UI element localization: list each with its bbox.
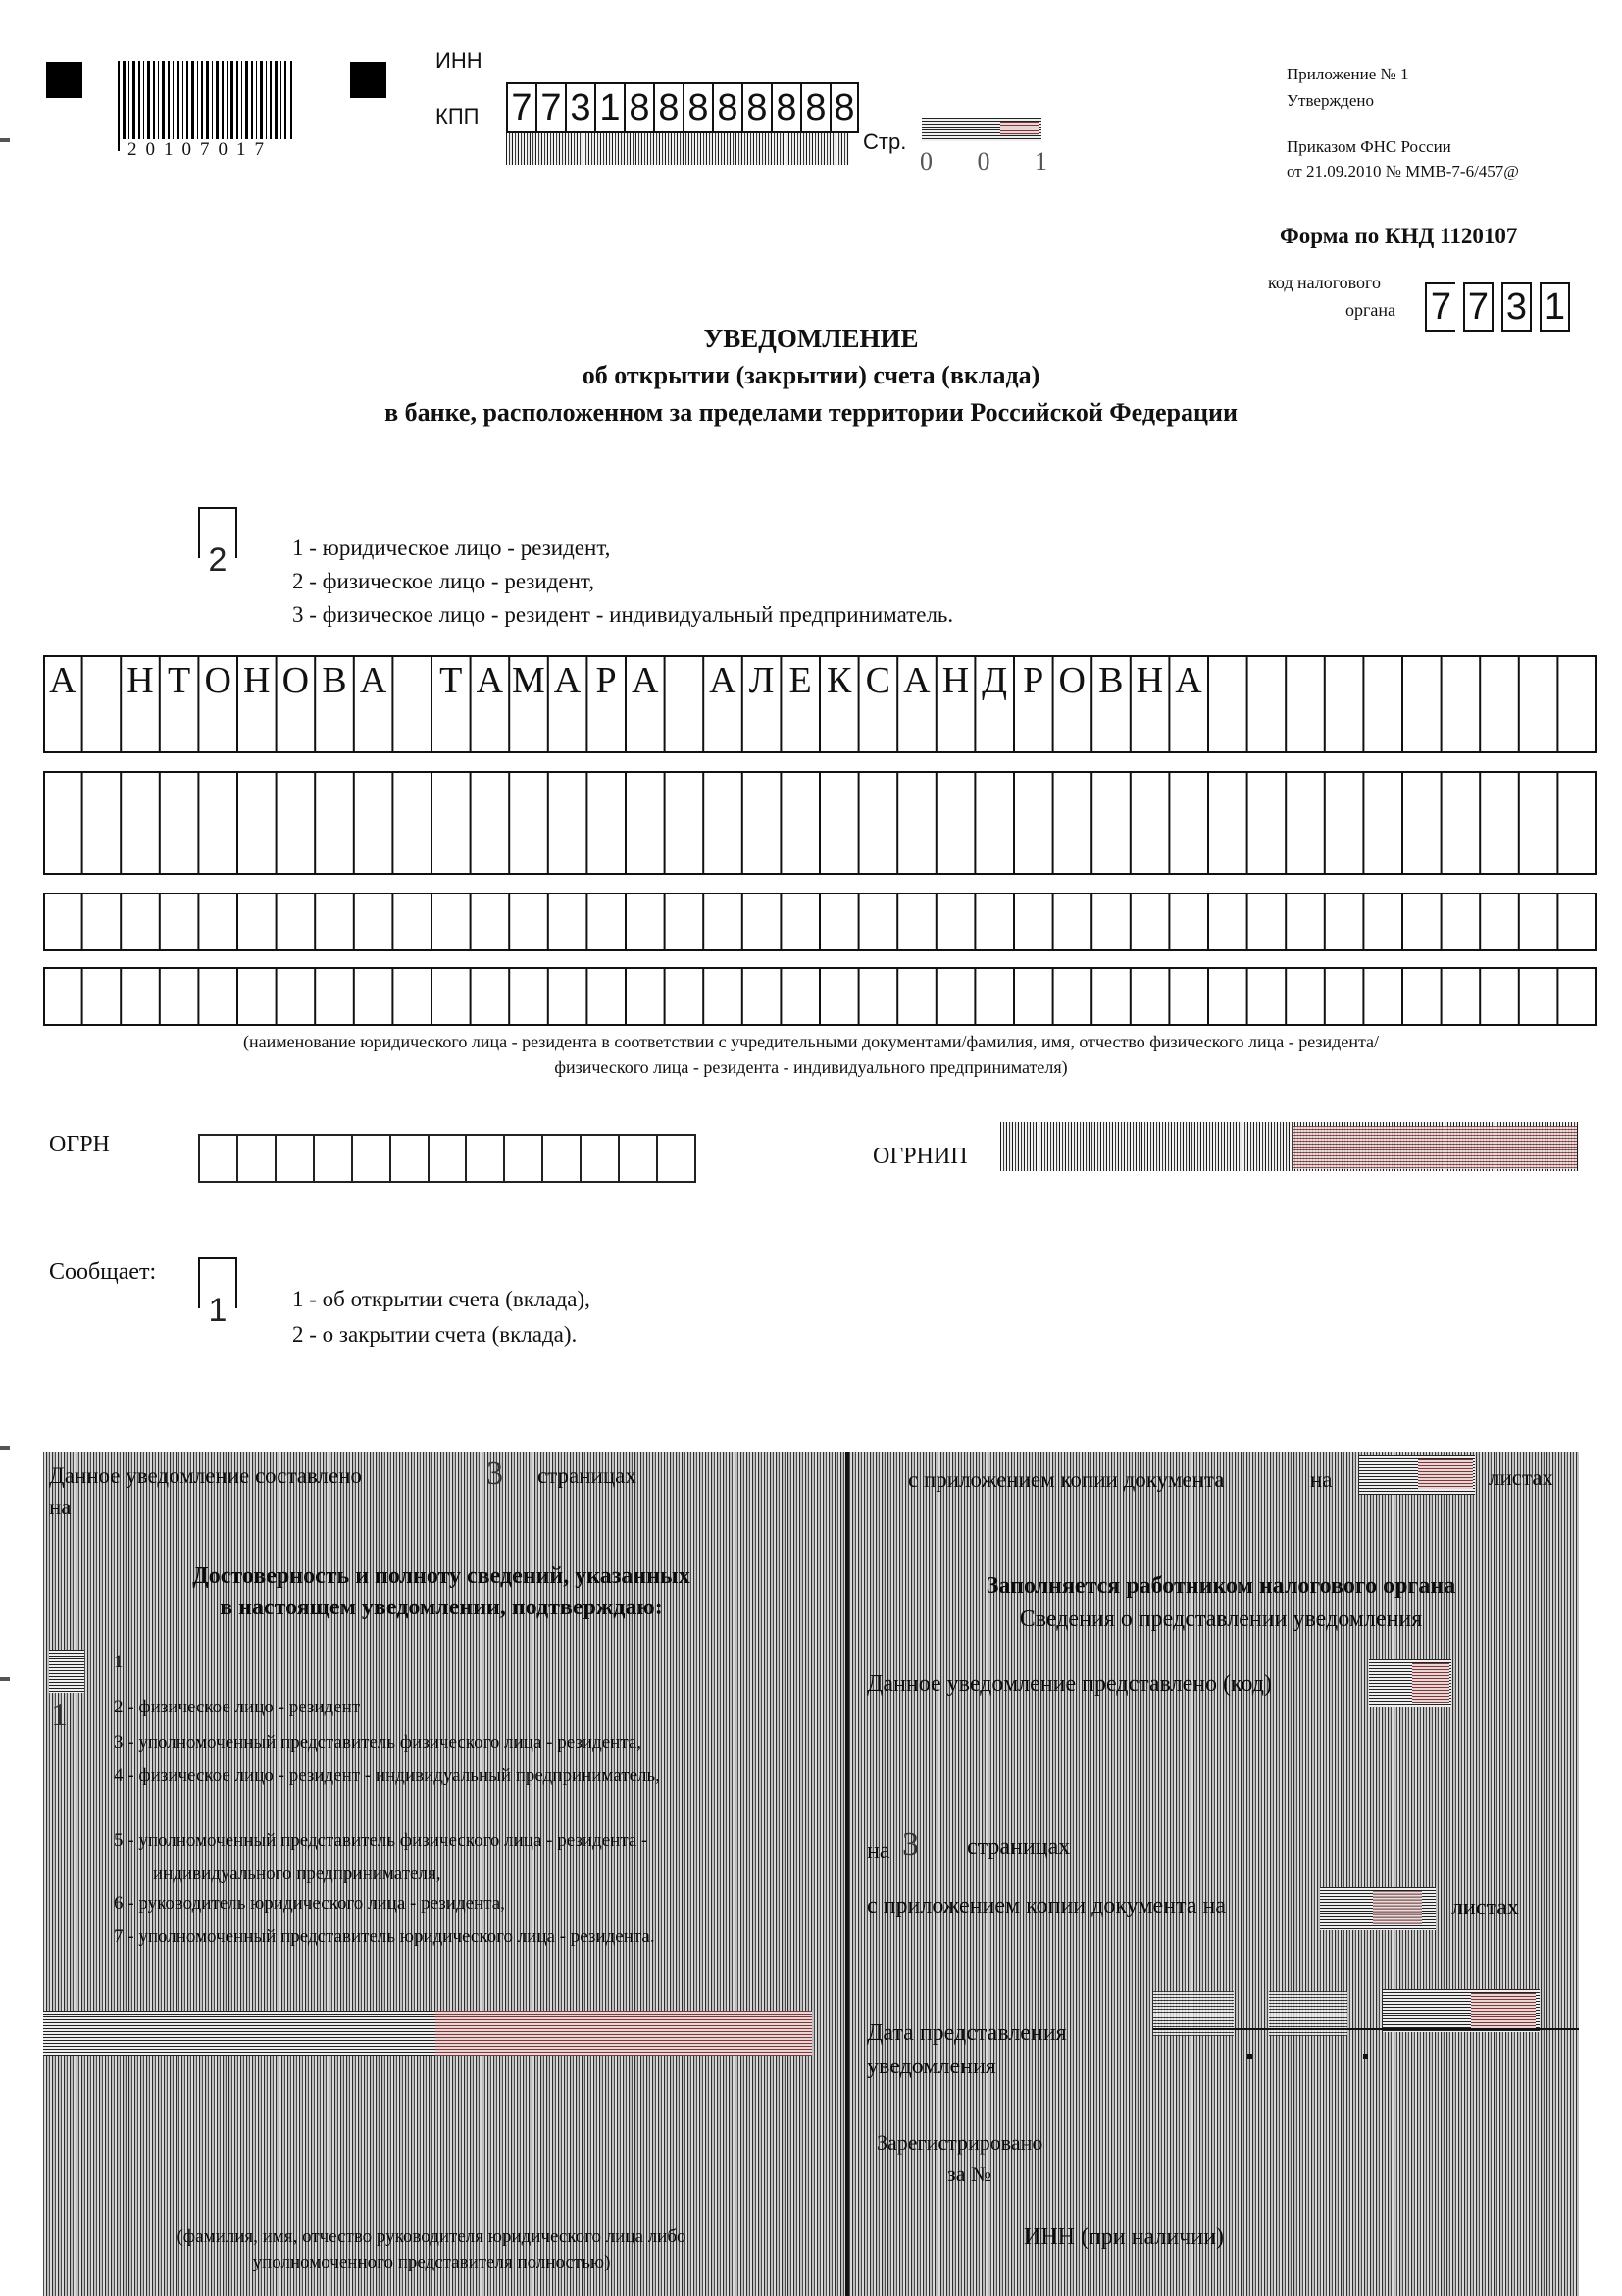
corner-marker-right <box>350 62 386 98</box>
signer-opt3: 3 - уполномоченный представитель физического лица - резидента, <box>114 1732 642 1753</box>
page-digit: 1 <box>1035 147 1047 176</box>
inn-cell: 3 <box>565 82 594 133</box>
edge-tick <box>0 1677 10 1681</box>
tax-sub: Сведения о представлении уведомления <box>1019 1607 1423 1632</box>
name-letter-cell: А <box>631 660 659 701</box>
name-letter-cell: Т <box>167 660 191 701</box>
ogrn-cell <box>198 1134 236 1183</box>
name-rows-grid <box>43 655 1597 1028</box>
name-caption-2: физического лица - резидента - индивидуального предпринимателя) <box>554 1057 1068 1077</box>
signer-opt2: 2 - физическое лицо - резидент <box>114 1697 361 1717</box>
on-suffix: страницах <box>967 1834 1071 1860</box>
fio-caption-1: (фамилия, имя, отчество руководителя юридического лица либо <box>177 2226 686 2247</box>
ogrn-cell <box>618 1134 656 1183</box>
ogrn-cell <box>275 1134 313 1183</box>
date-label-1: Дата представления <box>867 2020 1067 2046</box>
inn-cell: 8 <box>771 82 800 133</box>
pages-prefix-na: на <box>49 1495 72 1519</box>
signer-opt5b: индивидуального предпринимателя, <box>153 1863 441 1884</box>
appendix-line1: Приложение № 1 <box>1287 65 1409 83</box>
name-letter-cell: Н <box>1136 660 1164 701</box>
date-dot-2 <box>1363 2054 1368 2059</box>
ogrn-cell <box>656 1134 696 1183</box>
kpp-label: КПП <box>435 104 480 128</box>
page-digit: 0 <box>920 147 933 176</box>
name-letter-cell: М <box>512 660 545 701</box>
registered-2: за № <box>947 2162 991 2186</box>
tax-code-cell: 7 <box>1463 282 1494 332</box>
fio-caption-2: уполномоченного представителя полностью) <box>252 2252 611 2272</box>
inn-cell: 8 <box>800 82 830 133</box>
date-year-field-mark <box>1471 1993 1536 2028</box>
ogrn-cell <box>313 1134 351 1183</box>
name-letter-cell: В <box>322 660 347 701</box>
name-letter-cell: Е <box>788 660 812 701</box>
reports-label: Сообщает: <box>49 1259 157 1285</box>
name-letter-cell: Н <box>941 660 970 701</box>
ogrn-field[interactable] <box>198 1134 696 1183</box>
signer-opt4: 4 - физическое лицо - резидент - индивидуальный предприниматель, <box>114 1765 660 1786</box>
person-type-box[interactable] <box>198 507 237 579</box>
title-line1: УВЕДОМЛЕНИЕ <box>703 324 919 353</box>
signer-name-field[interactable] <box>43 2011 435 2056</box>
name-letter-cell: Р <box>1023 660 1044 701</box>
person-type-opt3: 3 - физическое лицо - резидент - индивидуальный предприниматель. <box>292 602 954 627</box>
on-label: на <box>867 1838 890 1863</box>
confirm-line1: Достоверность и полноту сведений, указанных <box>192 1563 690 1589</box>
name-letter-cell: О <box>281 660 310 701</box>
copy2-suffix: листах <box>1451 1895 1519 1920</box>
section-divider <box>845 1452 849 2296</box>
name-letter-cell: Л <box>748 660 775 701</box>
tax-code-cell: 7 <box>1425 282 1455 332</box>
inn-cell: 7 <box>506 82 535 133</box>
copy-sheets-field-mark <box>1418 1459 1473 1489</box>
appendix-line2: Утверждено <box>1287 91 1374 110</box>
ogrnip-label: ОГРНИП <box>873 1144 968 1169</box>
inn-cell: 8 <box>683 82 712 133</box>
pages-suffix: страницах <box>537 1463 636 1488</box>
tax-code-label-2: органа <box>1345 300 1395 320</box>
ogrn-label: ОГРН <box>49 1132 110 1157</box>
ogrn-cell <box>541 1134 580 1183</box>
tax-code-label-1: код налогового <box>1268 273 1381 292</box>
edge-tick <box>0 1446 10 1450</box>
tax-code-cell: 3 <box>1501 282 1532 332</box>
registered-1: Зарегистрировано <box>877 2130 1043 2155</box>
ogrn-cell <box>580 1134 618 1183</box>
inn-if-any: ИНН (при наличии) <box>1024 2224 1224 2250</box>
name-letter-cell: О <box>1058 660 1086 701</box>
person-type-opt2: 2 - физическое лицо - резидент, <box>292 569 594 593</box>
name-letter-cell: Д <box>982 660 1007 701</box>
corner-marker-left <box>46 62 82 98</box>
name-letter-cell: Н <box>243 660 271 701</box>
copy2-sheets-field-mark <box>1373 1891 1422 1924</box>
order-line1: Приказом ФНС России <box>1287 137 1451 156</box>
on-value[interactable]: 3 <box>902 1826 919 1862</box>
name-letter-cell: Н <box>127 660 154 701</box>
signer-box[interactable] <box>49 1650 84 1693</box>
inn-cell: 8 <box>830 82 859 133</box>
title-line2: об открытии (закрытии) счета (вклада) <box>582 361 1040 389</box>
copy-prefix: с приложением копии документа <box>908 1467 1225 1492</box>
name-letter-cell: Т <box>439 660 463 701</box>
title-line3: в банке, расположенном за пределами территории Российской Федерации <box>384 398 1238 427</box>
name-letter-cell: С <box>865 660 890 701</box>
name-letter-cell: А <box>903 660 931 701</box>
confirm-line2: в настоящем уведомлении, подтверждаю: <box>220 1595 663 1620</box>
page-number <box>920 147 1047 177</box>
signer-opt6: 6 - руководитель юридического лица - резидента, <box>114 1893 505 1913</box>
reports-opt1: 1 - об открытии счета (вклада), <box>292 1287 590 1311</box>
presented-label: Данное уведомление представлено (код) <box>867 1671 1273 1697</box>
signer-value: 1 <box>51 1697 68 1733</box>
inn-cells[interactable] <box>506 82 859 133</box>
tax-head: Заполняется работником налогового органа <box>986 1573 1456 1599</box>
barcode-number: 20107017 <box>127 139 294 161</box>
inn-label: ИНН <box>435 48 482 73</box>
inn-cell: 7 <box>535 82 565 133</box>
reports-box[interactable] <box>198 1257 237 1329</box>
copy2-prefix: с приложением копии документа на <box>867 1893 1226 1918</box>
name-letter-cell: А <box>553 660 582 701</box>
name-letter-cell: О <box>204 660 231 701</box>
date-underline <box>1153 2028 1579 2030</box>
date-label-2: уведомления <box>867 2054 996 2079</box>
name-letter-cell: Р <box>595 660 617 701</box>
inn-cell: 8 <box>624 82 653 133</box>
name-letter-cell: А <box>476 660 504 701</box>
name-letter-cell: А <box>709 660 736 701</box>
order-line2: от 21.09.2010 № ММВ-7-6/457@ <box>1287 162 1519 180</box>
barcode <box>116 61 298 151</box>
name-letter-cell: К <box>826 660 852 701</box>
page-field-mark <box>1000 122 1039 135</box>
name-letter-cell: А <box>1175 660 1202 701</box>
inn-cell: 8 <box>653 82 683 133</box>
signer-name-field-mark <box>435 2011 812 2056</box>
ogrn-cell <box>465 1134 503 1183</box>
ogrn-cell <box>236 1134 275 1183</box>
page-label: Стр. <box>863 129 907 154</box>
copy-suffix: листах <box>1489 1465 1554 1490</box>
inn-cell: 8 <box>712 82 741 133</box>
name-letter-cell: А <box>49 660 76 701</box>
inn-cell: 8 <box>741 82 771 133</box>
signer-opt1: 1 <box>114 1652 124 1672</box>
name-caption-1: (наименование юридического лица - резидента в соответствии с учредительными документами/фамилия, имя, отчество физического лица - резидента/ <box>242 1032 1380 1051</box>
reports-value: 1 <box>208 1292 228 1329</box>
name-letter-cell: А <box>359 660 387 701</box>
ogrnip-field-mark <box>1293 1126 1577 1169</box>
name-letter-cell: В <box>1098 660 1124 701</box>
ogrn-cell <box>389 1134 428 1183</box>
person-type-opt1: 1 - юридическое лицо - резидент, <box>292 536 611 560</box>
ogrn-cell <box>503 1134 541 1183</box>
edge-tick <box>0 138 10 142</box>
person-type-value: 2 <box>208 541 228 579</box>
presented-code-field-mark <box>1412 1663 1449 1703</box>
date-dot-1 <box>1247 2054 1252 2059</box>
pages-prefix: Данное уведомление составлено <box>49 1463 363 1488</box>
inn-cell: 1 <box>594 82 624 133</box>
signer-opt7: 7 - уполномоченный представитель юридического лица - резидента. <box>114 1926 655 1947</box>
ogrn-cell <box>428 1134 466 1183</box>
copy-na: на <box>1310 1467 1333 1492</box>
ogrn-cell <box>351 1134 389 1183</box>
page-digit: 0 <box>977 147 990 176</box>
form-code: Форма по КНД 1120107 <box>1280 224 1518 248</box>
tax-code-cell: 1 <box>1540 282 1570 332</box>
signer-opt5a: 5 - уполномоченный представитель физического лица - резидента - <box>114 1830 648 1851</box>
reports-opt2: 2 - о закрытии счета (вклада). <box>292 1322 578 1347</box>
pages-value[interactable]: 3 <box>486 1455 503 1492</box>
